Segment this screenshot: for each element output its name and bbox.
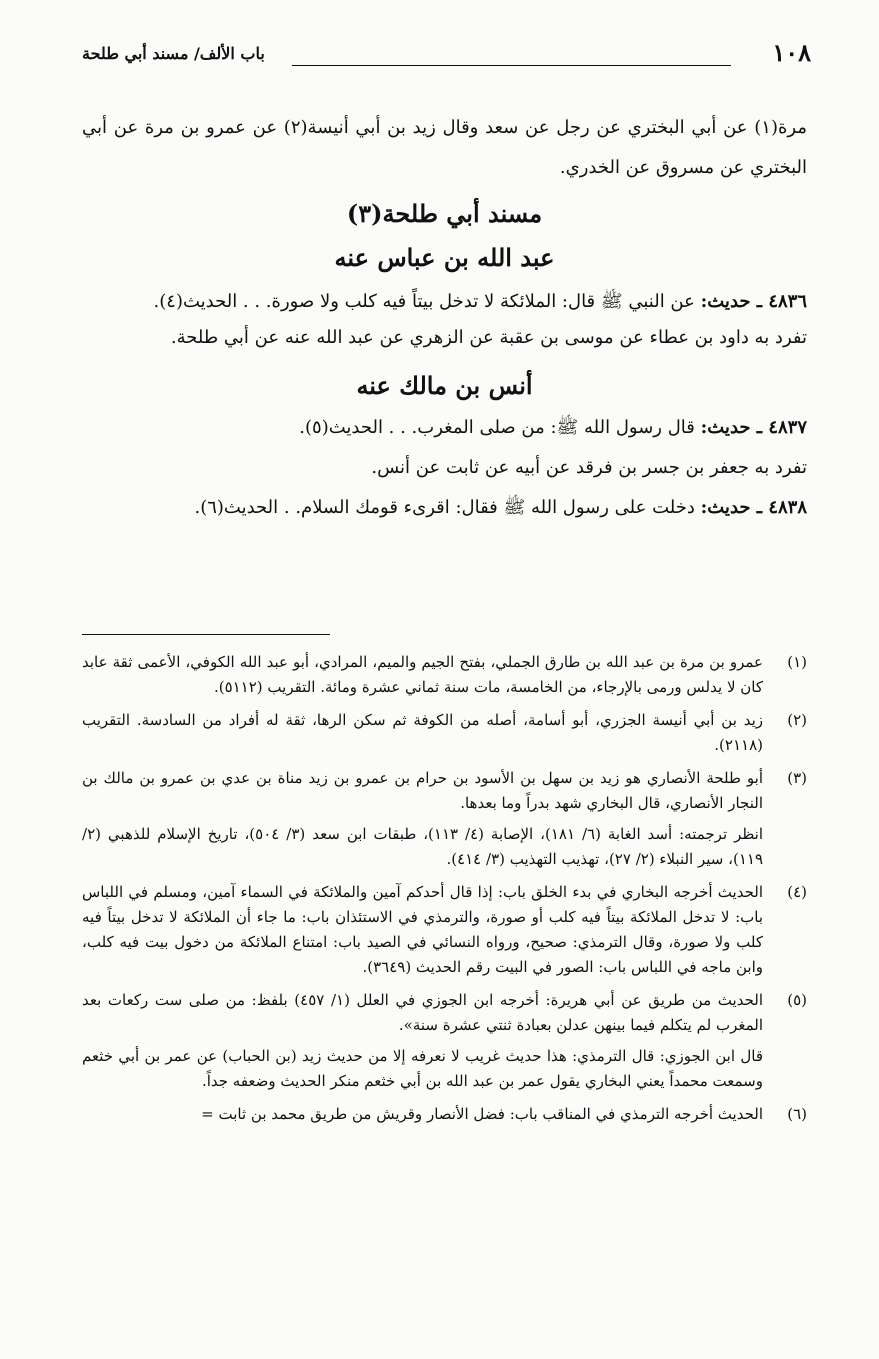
- footnote-number: (٦): [787, 1105, 807, 1123]
- footnote: [82, 708, 807, 758]
- footnote-number: (١): [787, 653, 807, 671]
- page-header: [82, 38, 811, 72]
- tafarrud-2: تفرد به جعفر بن جسر بن فرقد عن أبيه عن ثابت عن أنس.: [371, 457, 807, 478]
- footnote-number: (٢): [787, 711, 807, 729]
- running-title: باب الألف/ مسند أبي طلحة: [82, 44, 265, 63]
- footnote-number: (٤): [787, 883, 807, 901]
- hadith-4836-text: عن النبي ﷺ قال: الملائكة لا تدخل بيتاً فيه كلب ولا صورة. . . الحديث(٤).: [153, 291, 695, 312]
- footnote-number: (٣): [787, 769, 807, 787]
- footnote-text: الحديث أخرجه الترمذي في المناقب باب: فضل الأنصار وقريش من طريق محمد بن ثابت =: [201, 1105, 763, 1123]
- page-number: ١٠٨: [772, 38, 811, 67]
- musnad-heading: مسند أبي طلحة(٣): [346, 199, 543, 228]
- hadith-4837-number: ٤٨٣٧ ـ حديث:: [700, 417, 807, 438]
- footnote-text: عمرو بن مرة بن عبد الله بن طارق الجملي، بفتح الجيم والميم، المرادي، أبو عبد الله الكوفي، الأعمى ثقة عابد كان لا يدلس ورمى بالإرجاء، من الخامسة، مات سنة ثماني عشرة ومائة. التقريب (٥١١٢).: [82, 653, 763, 696]
- footnote: [82, 880, 807, 980]
- hadith-4836: [82, 282, 807, 322]
- hadith-4837-text: قال رسول الله ﷺ: من صلى المغرب. . . الحديث(٥).: [299, 417, 695, 438]
- footnote-text: زيد بن أبي أنيسة الجزري، أبو أسامة، أصله من الكوفة ثم سكن الرها، ثقة له أفراد من السادسة. التقريب (٢١١٨).: [82, 711, 763, 754]
- opening-paragraph: مرة(١) عن أبي البختري عن رجل عن سعد وقال زيد بن أبي أنيسة(٢) عن عمرو بن مرة عن أبي البختري عن مسروق عن الخدري.: [82, 117, 807, 178]
- footnote-text: الحديث من طريق عن أبي هريرة: أخرجه ابن الجوزي في العلل (١/ ٤٥٧) بلفظ: من صلى ست ركعات بعد المغرب لم يتكلم فيما بينهن عدلن بعبادة ثنتي عشرة سنة».: [82, 991, 763, 1034]
- header-rule: [292, 65, 731, 66]
- hadith-4837: [82, 408, 807, 448]
- footnote-text: الحديث أخرجه البخاري في بدء الخلق باب: إذا قال أحدكم آمين والملائكة في السماء آمين، ومسلم في اللباس باب: لا تدخل الملائكة بيتاً فيه كلب أو صورة، والترمذي في الاستئذان باب: ما جاء أن الملائكة لا تدخل بيتاً فيه كلب ولا صورة، وقال الترمذي: صحيح، ورواه النسائي في الصيد باب: امتناع الملائكة من دخول بيت فيه كلب، وابن ماجه في اللباس باب: الصور في البيت رقم الحديث (٣٦٤٩).: [82, 883, 763, 976]
- hadith-4838: [82, 488, 807, 528]
- hadith-4838-text: دخلت على رسول الله ﷺ فقال: اقرىء قومك السلام. . الحديث(٦).: [194, 497, 695, 518]
- footnote-number: (٥): [787, 991, 807, 1009]
- footnote-text: قال ابن الجوزي: قال الترمذي: هذا حديث غريب لا نعرفه إلا من حديث زيد (بن الحباب) عن عمر بن أبي خثعم وسمعت محمداً يعني البخاري يقول عمر بن عبد الله بن أبي خثعم منكر الحديث وضعفه جداً.: [82, 1047, 763, 1090]
- footnote: [82, 1102, 807, 1127]
- tafarrud-1: تفرد به داود بن عطاء عن موسى بن عقبة عن الزهري عن عبد الله عنه عن أبي طلحة.: [170, 327, 807, 348]
- footnote-text: أبو طلحة الأنصاري هو زيد بن سهل بن الأسود بن حرام بن عمرو بن زيد مناة بن عدي بن عمرو بن مالك بن النجار الأنصاري، قال البخاري شهد بدراً وما بعدها.: [82, 769, 763, 812]
- ibn-abbas-heading: عبد الله بن عباس عنه: [334, 243, 555, 272]
- hadith-4838-number: ٤٨٣٨ ـ حديث:: [700, 497, 807, 518]
- footnote-separator: [82, 634, 330, 635]
- hadith-4836-number: ٤٨٣٦ ـ حديث:: [700, 291, 807, 312]
- footnote: [82, 766, 807, 872]
- footnote: [82, 650, 807, 700]
- anas-heading: أنس بن مالك عنه: [356, 371, 533, 400]
- footnotes: [82, 650, 807, 1135]
- footnote-text: انظر ترجمته: أسد الغابة (٦/ ١٨١)، الإصابة (٤/ ١١٣)، طبقات ابن سعد (٣/ ٥٠٤)، تاريخ الإسلام للذهبي (٢/ ١١٩)، سير النبلاء (٢/ ٢٧)، تهذيب التهذيب (٣/ ٤١٤).: [82, 825, 763, 868]
- main-text: [82, 108, 807, 528]
- footnote: [82, 988, 807, 1094]
